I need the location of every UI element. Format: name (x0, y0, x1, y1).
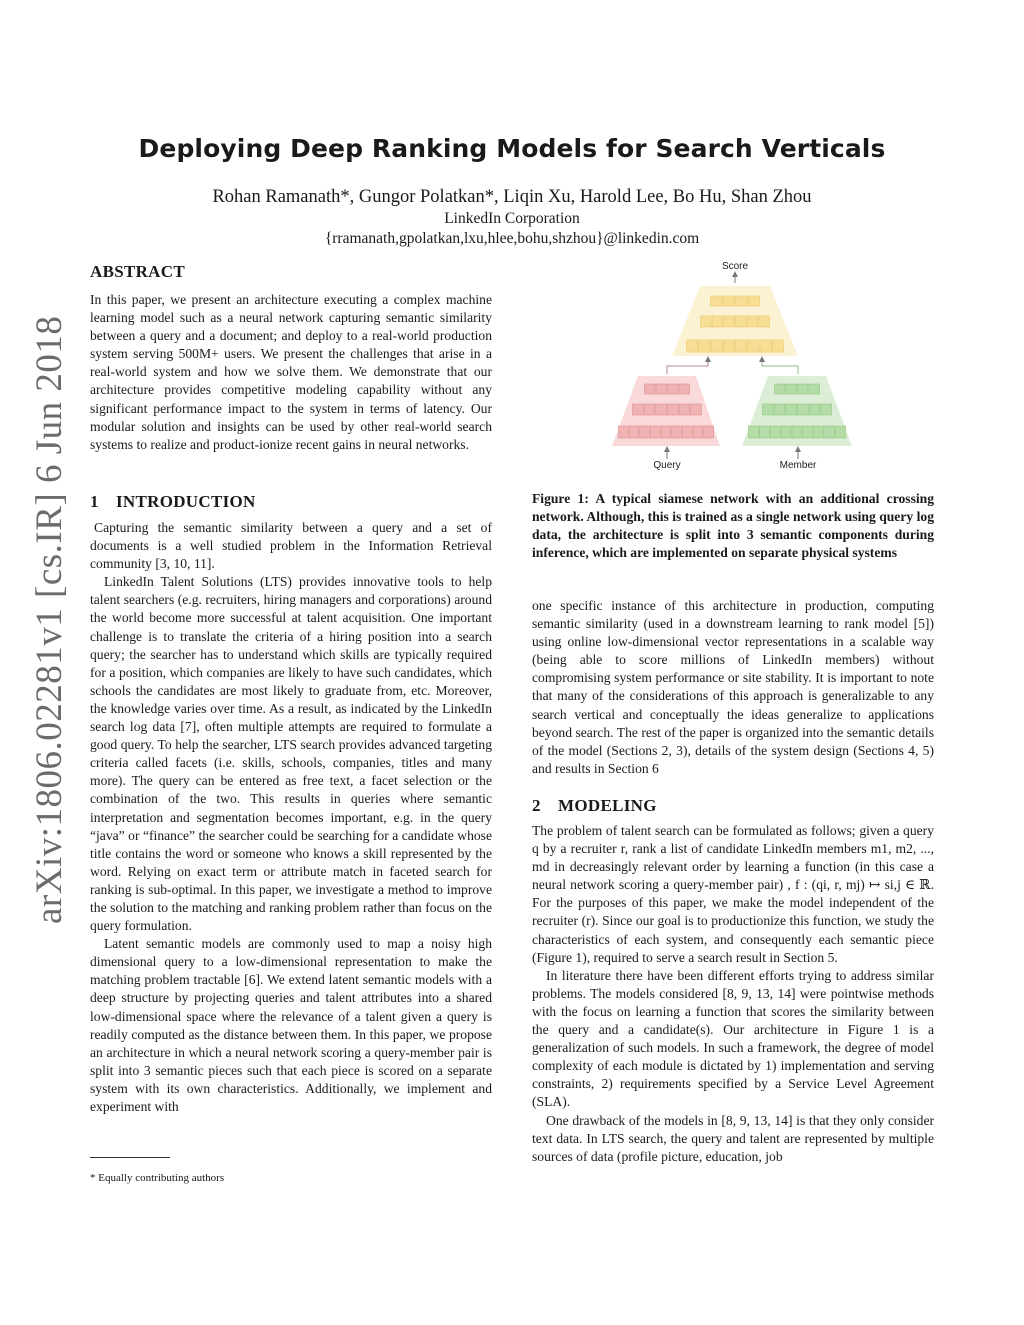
introduction-section (90, 492, 492, 1116)
paper-title: Deploying Deep Ranking Models for Search Verticals (138, 134, 886, 163)
layer-cell (629, 426, 639, 438)
layer-cell (672, 426, 682, 438)
layer-cell (809, 384, 820, 394)
layer-cell (748, 340, 759, 352)
layer-cell (711, 296, 723, 306)
layer-cell (619, 426, 629, 438)
abstract-heading: ABSTRACT (90, 262, 185, 281)
layer-cell (651, 426, 661, 438)
footnote: * Equally contributing authors (90, 1172, 225, 1184)
member-to-crossing-arrow (762, 359, 798, 374)
layer-cell (798, 384, 809, 394)
layer-cell (683, 426, 693, 438)
modeling-section (532, 796, 934, 1166)
layer-cell (699, 340, 710, 352)
introduction-heading (90, 492, 492, 512)
section-number: 1 (90, 492, 99, 511)
affiliation: LinkedIn Corporation (444, 210, 580, 227)
layer-cell (798, 404, 809, 415)
layer-cell (775, 384, 786, 394)
layer-cell (825, 426, 835, 438)
abstract-text: In this paper, we present an architecture executing a complex machine learning model such as a neural network capturing semantic similarity between a query and a document; and deploy to a real-world production system serving 500M+ users. We present the challenges that arise in a real-world system and how we solve them. We demonstrate that our architecture provides competitive modeling capability without any significant performance impact to the system in terms of latency. Our modular solution and insights can be used by other real-world search systems to realize and product-ionize recent gains in neural networks. (90, 292, 492, 452)
section-title: MODELING (558, 796, 657, 815)
footnote-rule (90, 1157, 170, 1158)
layer-cell (749, 426, 759, 438)
figure-1 (600, 256, 870, 478)
layer-cell (687, 340, 698, 352)
intro-paragraph-2: LinkedIn Talent Solutions (LTS) provides innovative tools to help talent searchers (e.g. recruiters, hiring managers and corporations) around the world become more successful at talent acquisition. One important challenge is to translate the criteria of a hiring position into a search query; the searcher has to understand which skills are typically required for a position, which companies are likely to have such candidates, which schools the candidates are most likely to graduate from, etc. Moreover, the knowledge varies over time. As a result, as indicated by the LinkedIn search log data [7], often multiple attempts are required to formulate a good query. To help the searcher, LTS search provides advanced targeting criteria called facets (i.e. skills, schools, companies, titles and many more). The query can be entered as free text, a facet selection or the combination of the two. This results in queries where semantic interpretation and segmentation becomes important, e.g. in the query “java” or “finance” the searcher could be searching for a candidate whose title contains the word or someone who knows a skill represented by the word. Relying on exact term or attribute match in faceted search for ranking is sub-optimal. In this paper, we investigate a method to improve the solution to the matching and ranking problem rather than focus on the query formulation. (90, 574, 492, 934)
layer-cell (792, 426, 802, 438)
layer-cell (736, 296, 748, 306)
intro-paragraph-3: Latent semantic models are commonly used to map a noisy high dimensional query to a low-dimensional representation to make the matching problem tractable [6]. We extend latent semantic models with a deep structure by projecting queries and talent attributes into a shared low-dimensional space where the relevance of a talent given a query is readily computed as the distance between them. In this paper, we propose an architecture in which a neural network scoring a query-member pair is split into 3 semantic pieces such that each piece is scored on a separate system with its own characteristics. Additionally, we implement and experiment with (90, 936, 492, 1114)
layer-cell (633, 404, 644, 415)
layer-cell (640, 426, 650, 438)
section-title: INTRODUCTION (116, 492, 256, 511)
modeling-paragraph-1: The problem of talent search can be formulated as follows; given a query q by a recruiter r, rank a list of candidate LinkedIn members m1, m2, ..., md in decreasingly relevant order by learning a function (in this case a neural network scoring a query-member pair) , f : (qi, r, mj) ↦ si,j ∈ ℝ. For the purposes of this paper, we make the model independent of the recruiter (r). Since our goal is to productionize this function, we study the characteristics of each system, and consequently each semantic piece (Figure 1), required to serve a search result in Section 5. (532, 823, 934, 965)
modeling-paragraph-3: One drawback of the models in [8, 9, 13, 14] is that they only consider text data. In LTS search, the query and talent are represented by multiple sources of data (profile picture, education, job (532, 1112, 934, 1164)
right-column-continuation (532, 597, 934, 778)
layer-cell (679, 384, 690, 394)
layer-cell (679, 404, 690, 415)
layer-cell (821, 404, 832, 415)
author-list: Rohan Ramanath*, Gungor Polatkan*, Liqin Xu, Harold Lee, Bo Hu, Shan Zhou (212, 187, 812, 207)
figure-1-caption: Figure 1: A typical siamese network with an additional crossing network. Although, this is trained as a single network using query log data, the architecture is split into 3 semantic components during inference, which are implemented on separate physical systems (532, 491, 934, 561)
layer-cell (668, 384, 679, 394)
modeling-heading (532, 796, 934, 816)
layer-cell (786, 404, 797, 415)
layer-cell (809, 404, 820, 415)
section-number: 2 (532, 796, 541, 815)
layer-cell (814, 426, 824, 438)
layer-cell (723, 340, 734, 352)
query-label: Query (653, 460, 681, 471)
layer-cell (836, 426, 846, 438)
layer-cell (781, 426, 791, 438)
query-to-crossing-arrow (667, 359, 708, 374)
layer-cell (644, 404, 655, 415)
abstract-section (90, 262, 492, 454)
layer-cell (763, 404, 774, 415)
layer-cell (759, 316, 770, 327)
layer-cell (656, 404, 667, 415)
layer-cell (661, 426, 671, 438)
layer-cell (770, 426, 780, 438)
intro-paragraph-1: Capturing the semantic similarity between a query and a set of documents is a well studied problem in the Information Retrieval community [3, 10, 11]. (90, 520, 492, 572)
layer-cell (772, 340, 783, 352)
layer-cell (723, 296, 735, 306)
layer-cell (656, 384, 667, 394)
layer-cell (759, 426, 769, 438)
layer-cell (748, 296, 760, 306)
layer-cell (645, 384, 656, 394)
score-label: Score (721, 261, 749, 272)
arxiv-stamp: arXiv:1806.02281v1 [cs.IR] 6 Jun 2018 (29, 315, 70, 924)
layer-cell (704, 426, 714, 438)
siamese-network-diagram (600, 256, 870, 478)
member-label: Member (779, 460, 817, 471)
layer-cell (803, 426, 813, 438)
modeling-paragraph-2: In literature there have been different efforts trying to address similar problems. The models considered [8, 9, 13, 14] were pointwise methods with the focus on learning a function that scores the similarity between the query and a candidate(s). Our architecture in Figure 1 is a generalization of such models. In such a framework, the degree of model complexity of each module is dictated by 1) implementation and serving constraints, 2) requirements specified by a Service Level Agreement (SLA). (532, 967, 934, 1110)
continuation-paragraph: one specific instance of this architecture in production, computing semantic similarity (used in a downstream learning to rank model [5]) using online low-dimensional vector representations in a scalable way (being able to score millions of LinkedIn members) without compromising system performance or site stability. It is important to note that many of the considerations of this approach is generalizable to any search vertical and conceptually the ideas generalize to applications beyond search. The rest of the paper is organized into the semantic details of the model (Sections 2, 3), details of the system design (Sections 4, 5) and results in Section 6 (532, 598, 934, 776)
layer-cell (786, 384, 797, 394)
layer-cell (736, 340, 747, 352)
author-emails: {rramanath,gpolatkan,lxu,hlee,bohu,shzhou}@linkedin.com (324, 230, 700, 247)
layer-cell (736, 316, 747, 327)
layer-cell (760, 340, 771, 352)
layer-cell (711, 340, 722, 352)
layer-cell (693, 426, 703, 438)
layer-cell (712, 316, 723, 327)
layer-cell (701, 316, 712, 327)
layer-cell (724, 316, 735, 327)
layer-cell (774, 404, 785, 415)
layer-cell (668, 404, 679, 415)
layer-cell (691, 404, 702, 415)
layer-cell (747, 316, 758, 327)
